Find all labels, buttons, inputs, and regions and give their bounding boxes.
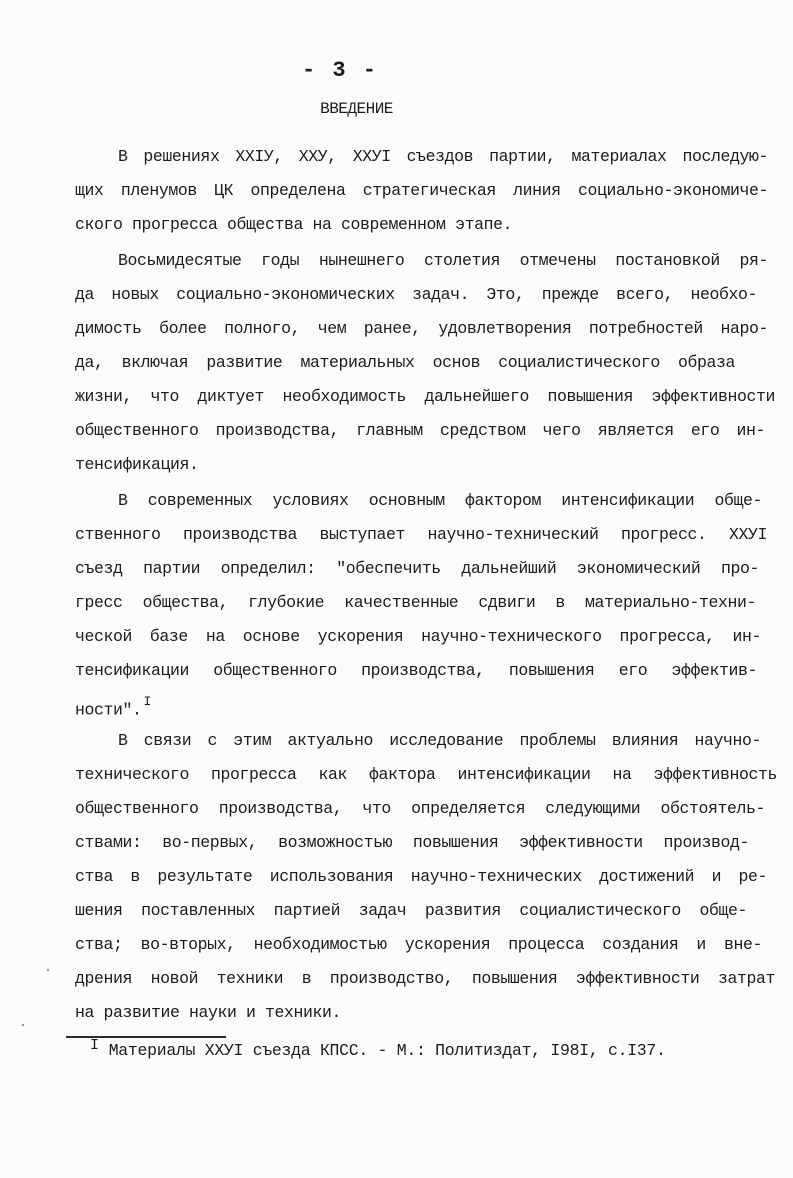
text-line: ства в результате использования научно-технических достижений и ре- (75, 867, 767, 886)
scan-speck (47, 969, 49, 971)
text-line: ствами: во-первых, возможностью повышения эффективности производ- (75, 833, 749, 852)
text-line: технического прогресса как фактора интенсификации на эффективность (75, 765, 777, 784)
text-line: ства; во-вторых, необходимостью ускорения процесса создания и вне- (75, 935, 762, 954)
scan-speck (22, 1024, 24, 1026)
text-line: тенсификация. (75, 455, 199, 474)
text-line: шения поставленных партией задач развития социалистического обще- (75, 901, 747, 920)
section-heading: ВВЕДЕНИЕ (320, 100, 393, 118)
text-line: гресс общества, глубокие качественные сдвиги в материально-техни- (75, 593, 756, 612)
text-line: да новых социально-экономических задач. Это, прежде всего, необхо- (75, 285, 757, 304)
text-line: Восьмидесятые годы нынешнего столетия отмечены постановкой ря- (118, 251, 768, 270)
footnote-text: Материалы XXУI съезда КПСС. - М.: Политиздат, I98I, с.I37. (108, 1041, 666, 1060)
text-line: В современных условиях основным фактором интенсификации обще- (118, 491, 762, 510)
text-line: ческой базе на основе ускорения научно-технического прогресса, ин- (75, 627, 761, 646)
text-line: ственного производства выступает научно-технический прогресс. XXУI (75, 525, 767, 544)
footnote-mark: I (90, 1037, 99, 1054)
footnote-reference: I (143, 694, 151, 709)
text-line-content: ности". (75, 700, 142, 720)
text-line: димость более полного, чем ранее, удовлетворения потребностей наро- (75, 319, 768, 338)
text-line: В решениях XXIУ, XXУ, XXУI съездов партии, материалах последую- (118, 147, 768, 166)
page-number: - 3 - (301, 58, 378, 83)
text-line: жизни, что диктует необходимость дальнейшего повышения эффективности (75, 387, 775, 406)
text-line: общественного производства, главным средством чего является его ин- (75, 421, 765, 440)
text-line: дрения новой техники в производство, повышения эффективности затрат (75, 969, 775, 988)
text-line: тенсификации общественного производства, повышения его эффектив- (75, 661, 757, 680)
text-line (75, 688, 775, 722)
text-line: да, включая развитие материальных основ социалистического образа (75, 353, 735, 372)
text-line: общественного производства, что определяется следующими обстоятель- (75, 799, 765, 818)
footnote (90, 1036, 666, 1067)
text-line: ского прогресса общества на современном этапе. (75, 215, 513, 234)
text-line: съезд партии определил: "обеспечить дальнейший экономический про- (75, 559, 759, 578)
text-line: на развитие науки и техники. (75, 1003, 342, 1022)
text-line: В связи с этим актуально исследование проблемы влияния научно- (118, 731, 761, 750)
text-line: щих пленумов ЦК определена стратегическая линия социально-экономиче- (75, 181, 768, 200)
